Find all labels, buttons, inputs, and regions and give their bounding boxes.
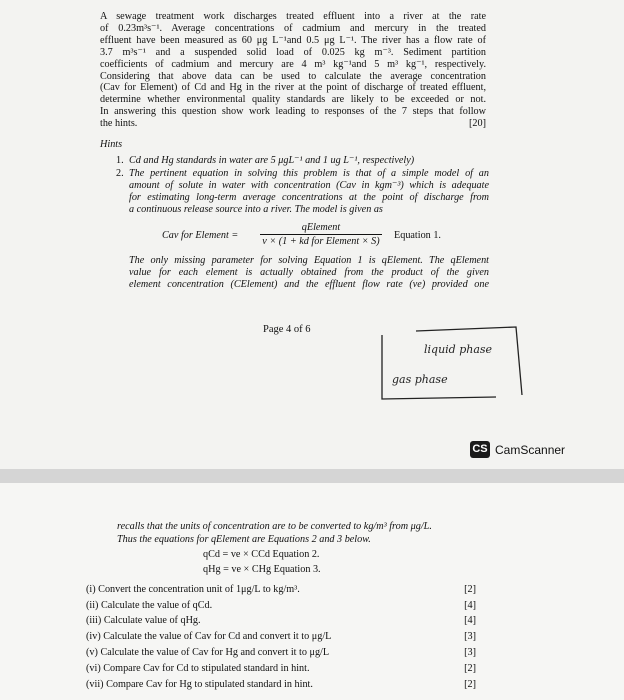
- hints-title: Hints: [100, 139, 123, 150]
- handwritten-gas-phase: gas phase: [392, 373, 448, 386]
- question-marks: [3]: [464, 647, 476, 658]
- total-marks: [20]: [469, 118, 486, 130]
- equation-1-label: Equation 1.: [394, 230, 441, 241]
- question-item: [86, 599, 476, 612]
- intro-line: (Cav for Element) of Cd and Hg in the river at the point of discharge of treated effluent,: [100, 82, 486, 94]
- question-marks: [2]: [464, 663, 476, 674]
- intro-line: of 0.23m³s⁻¹. Average concentrations of cadmium and mercury in the treated: [100, 22, 486, 34]
- intro-line-last: [100, 118, 486, 130]
- camscanner-logo-icon: CS: [470, 441, 490, 458]
- hint-2-continuation: [129, 255, 489, 291]
- hint-2-line: a continuous release source into a river. The model is given as: [129, 204, 383, 215]
- equation-1-denominator: v × (1 + kd for Element × S): [262, 236, 380, 247]
- hint-2-number: 2.: [116, 168, 124, 179]
- question-item: [86, 614, 476, 627]
- equation-3: qHg = ve × CHg Equation 3.: [203, 564, 321, 575]
- equation-1-fraction: [260, 222, 382, 247]
- question-item: [86, 678, 476, 691]
- intro-line: coefficients of cadmium and mercury are 4 m³ kg⁻¹and 5 m³ kg⁻¹, respectively.: [100, 58, 486, 70]
- question-text: Calculate value of qHg.: [103, 615, 201, 626]
- hint-2-line: for estimating long-term average concentrations at the point of discharge from: [129, 192, 489, 203]
- question-text: Calculate the value of Cav for Hg and convert it to μg/L: [100, 647, 330, 658]
- question-marks: [4]: [464, 615, 476, 626]
- handwritten-liquid-phase: liquid phase: [424, 343, 493, 356]
- question-marks: [4]: [464, 600, 476, 611]
- question-marks: [3]: [464, 631, 476, 642]
- handwritten-sketch: [376, 325, 526, 405]
- hint-1-number: 1.: [116, 155, 124, 166]
- equation-1-lhs: Cav for Element =: [162, 230, 239, 241]
- question-number: (ii): [86, 600, 99, 611]
- question-text: Convert the concentration unit of 1μg/L to kg/m³.: [98, 584, 300, 595]
- hint-2-after-line: value for each element is actually obtained from the product of the given: [129, 267, 489, 278]
- question-number: (vi): [86, 663, 101, 674]
- continuation-line: recalls that the units of concentration are to be converted to kg/m³ from μg/L.: [117, 521, 432, 532]
- intro-line: Considering that above data can be used to calculate the average concentration: [100, 70, 486, 82]
- question-number: (iii): [86, 615, 102, 626]
- question-marks: [2]: [464, 584, 476, 595]
- camscanner-watermark: CamScanner: [495, 443, 566, 457]
- hint-2-text: [129, 168, 489, 216]
- intro-line: effluent have been measured as 60 μg L⁻¹and 0.5 μg L⁻¹. The river has a flow rate of: [100, 34, 486, 46]
- hint-2-after-line: element concentration (CElement) and the effluent flow rate (ve) provided one: [129, 279, 489, 290]
- hint-2-line: amount of solute in water with concentration (Cav in kgm⁻³) which is adequate: [129, 180, 489, 191]
- intro-line: A sewage treatment work discharges treated effluent into a river at the rate: [100, 11, 486, 22]
- question-text: Calculate the value of qCd.: [101, 600, 213, 611]
- hint-2-line: The pertinent equation in solving this problem is that of a simple model of an: [129, 168, 489, 179]
- question-text: Calculate the value of Cav for Cd and convert it to μg/L: [103, 631, 332, 642]
- equation-2: qCd = ve × CCd Equation 2.: [203, 549, 320, 560]
- intro-line: determine whether environmental quality standards are likely to be exceeded or not.: [100, 94, 486, 106]
- intro-line: the hints.: [100, 118, 138, 130]
- question-number: (i): [86, 584, 96, 595]
- page-number: Page 4 of 6: [263, 324, 311, 335]
- page-separator: [0, 469, 624, 483]
- question-item: [86, 583, 476, 596]
- question-item: [86, 630, 476, 643]
- intro-paragraph: [100, 11, 486, 130]
- continuation-line: Thus the equations for qElement are Equations 2 and 3 below.: [117, 534, 371, 545]
- question-text: Compare Cav for Hg to stipulated standard in hint.: [106, 679, 313, 690]
- question-item: [86, 662, 476, 675]
- scanned-page-bottom: [0, 483, 624, 700]
- intro-line: In answering this question show work leading to responses of the 7 steps that follow: [100, 106, 486, 118]
- question-marks: [2]: [464, 679, 476, 690]
- question-number: (v): [86, 647, 98, 658]
- equation-1-numerator: qElement: [260, 222, 382, 235]
- question-item: [86, 646, 476, 659]
- hint-2-after-line: The only missing parameter for solving Equation 1 is qElement. The qElement: [129, 255, 489, 266]
- intro-line: 3.7 m³s⁻¹ and a suspended solid load of 0.025 kg m⁻³. Sediment partition: [100, 46, 486, 58]
- question-number: (iv): [86, 631, 101, 642]
- question-text: Compare Cav for Cd to stipulated standard in hint.: [103, 663, 310, 674]
- equation-1: [162, 222, 462, 256]
- question-number: (vii): [86, 679, 104, 690]
- hint-1-text: Cd and Hg standards in water are 5 μgL⁻¹ and 1 ug L⁻¹, respectively): [129, 155, 415, 166]
